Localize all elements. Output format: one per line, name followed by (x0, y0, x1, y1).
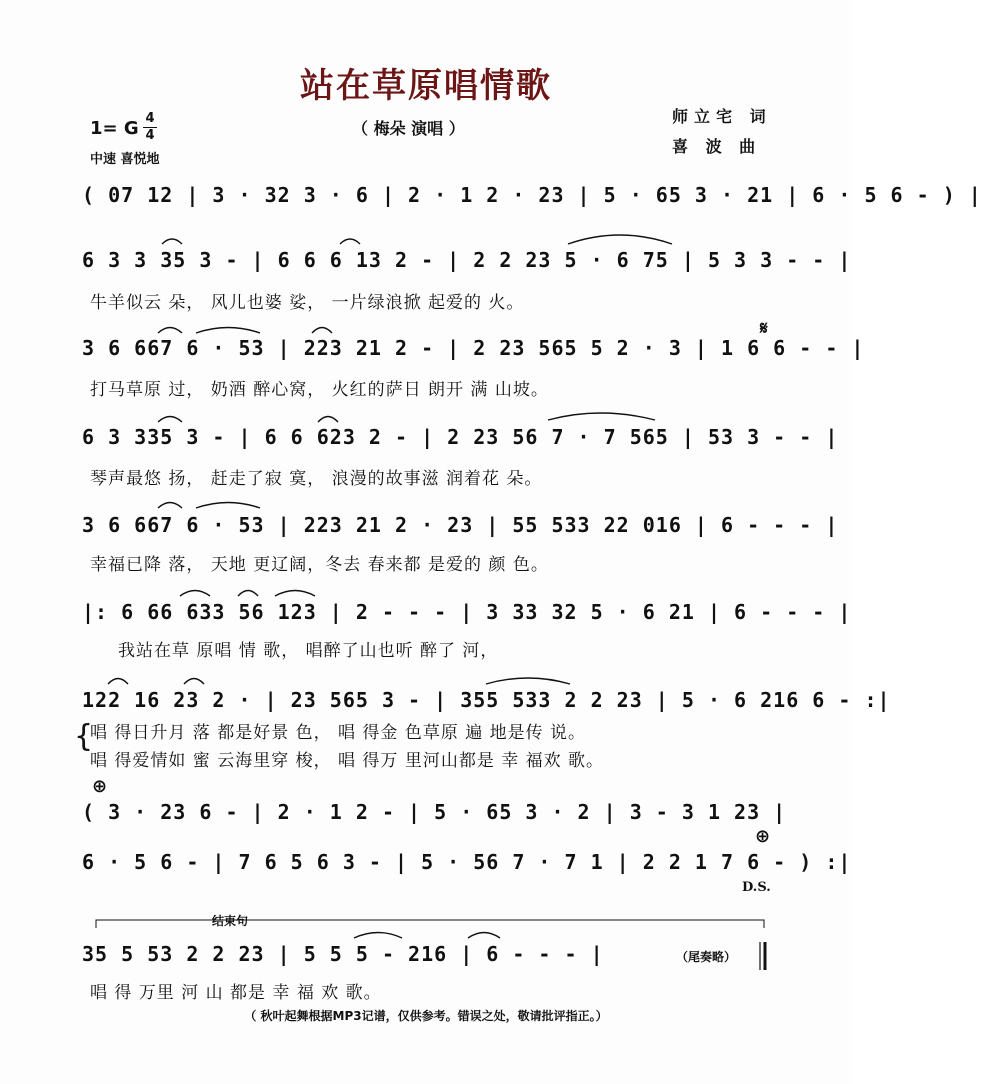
notes-line-1: ( 07 12 | 3 · 32 3 · 6 | 2 · 1 2 · 23 | 5 · 65 3 · 21 | 6 · 5 6 - ) | (82, 183, 982, 207)
slur (196, 503, 260, 509)
lyric-line-6: 我站在草 原唱 情 歌， 唱醉了山也听 醉了 河， (118, 641, 499, 661)
notes-line-2: 6 3 3 35 3 - | 6 6 6 13 2 - | 2 2 23 5 · 6 75 | 5 3 3 - - | (82, 248, 852, 272)
slur (548, 413, 655, 420)
notes-line-9: 6 · 5 6 - | 7 6 5 6 3 - | 5 · 56 7 · 7 1 | 2 2 1 7 6 - ) :| (82, 850, 852, 874)
tail-note: （尾奏略） (676, 950, 737, 964)
composer: 喜 波 曲 (672, 137, 762, 156)
tempo-marking: 中速 喜悦地 (90, 152, 160, 167)
ending-label: 结束句 (212, 914, 249, 928)
slur (180, 591, 210, 597)
time-bottom: 4 (145, 128, 155, 143)
lyric-line-3: 打马草原 过， 奶酒 醉心窝， 火红的萨日 朗开 满 山坡。 (90, 380, 549, 400)
slur (568, 235, 672, 244)
slur (468, 933, 500, 939)
slur (158, 328, 182, 334)
notes-line-8: ( 3 · 23 6 - | 2 · 1 2 - | 5 · 65 3 · 2 | 3 - 3 1 23 | (82, 800, 787, 824)
slur (340, 239, 360, 244)
lyricist: 师立宅 词 (672, 107, 772, 126)
slur (312, 328, 332, 334)
slur (275, 591, 315, 597)
slur (354, 933, 402, 939)
coda-icon-2: ⊕ (755, 826, 771, 847)
slur (158, 417, 182, 423)
slur (318, 417, 338, 423)
lyric-line-4: 琴声最悠 扬， 赶走了寂 寞， 浪漫的故事滋 润着花 朵。 (90, 469, 543, 489)
notes-line-7: 122 16 23 2 · | 23 565 3 - | 355 533 2 2 23 | 5 · 6 216 6 - :| (82, 688, 891, 712)
notes-line-5: 3 6 667 6 · 53 | 223 21 2 · 23 | 55 533 22 016 | 6 - - - | (82, 513, 839, 537)
verse-brace: { (74, 719, 94, 754)
lyric-line-10: 唱 得 万里 河 山 都是 幸 福 欢 歌。 (90, 983, 382, 1003)
slur (184, 679, 204, 685)
time-top: 4 (145, 111, 155, 126)
notes-line-4: 6 3 335 3 - | 6 6 623 2 - | 2 23 56 7 · 7 565 | 53 3 - - | (82, 425, 839, 449)
notes-line-6: |: 6 66 633 56 123 | 2 - - - | 3 33 32 5 · 6 21 | 6 - - - | (82, 600, 852, 624)
song-title: 站在草原唱情歌 (300, 66, 552, 106)
ending-bracket (96, 920, 764, 928)
slur (108, 679, 128, 685)
lyric-line-2: 牛羊似云 朵， 风儿也婆 娑， 一片绿浪掀 起爱的 火。 (90, 293, 525, 313)
coda-icon-1: ⊕ (92, 776, 108, 797)
segno-icon: 𝄋 (760, 318, 768, 339)
slur (158, 503, 182, 509)
performer: （ 梅朵 演唱 ） (352, 119, 465, 138)
key-signature: 1= G (90, 118, 139, 139)
notes-line-3: 3 6 667 6 · 53 | 223 21 2 - | 2 23 565 5 2 · 3 | 1 6 6 - - | (82, 336, 865, 360)
slur (486, 678, 570, 684)
lyric-line-7a: 唱 得日升月 落 都是好景 色， 唱 得金 色草原 遍 地是传 说。 (90, 723, 587, 743)
slur (162, 239, 182, 244)
slur (238, 591, 258, 597)
lyric-line-5: 幸福已降 落， 天地 更辽阔，冬去 春来都 是爱的 颜 色。 (90, 555, 549, 575)
footer-note: （ 秋叶起舞根据MP3记谱，仅供参考。错误之处，敬请批评指正。） (244, 1009, 608, 1023)
slur (196, 328, 260, 334)
notes-line-10: 35 5 53 2 2 23 | 5 5 5 - 216 | 6 - - - | (82, 942, 604, 966)
ds-marking: D.S. (742, 880, 771, 895)
lyric-line-7b: 唱 得爱情如 蜜 云海里穿 梭， 唱 得万 里河山都是 幸 福欢 歌。 (90, 751, 605, 771)
